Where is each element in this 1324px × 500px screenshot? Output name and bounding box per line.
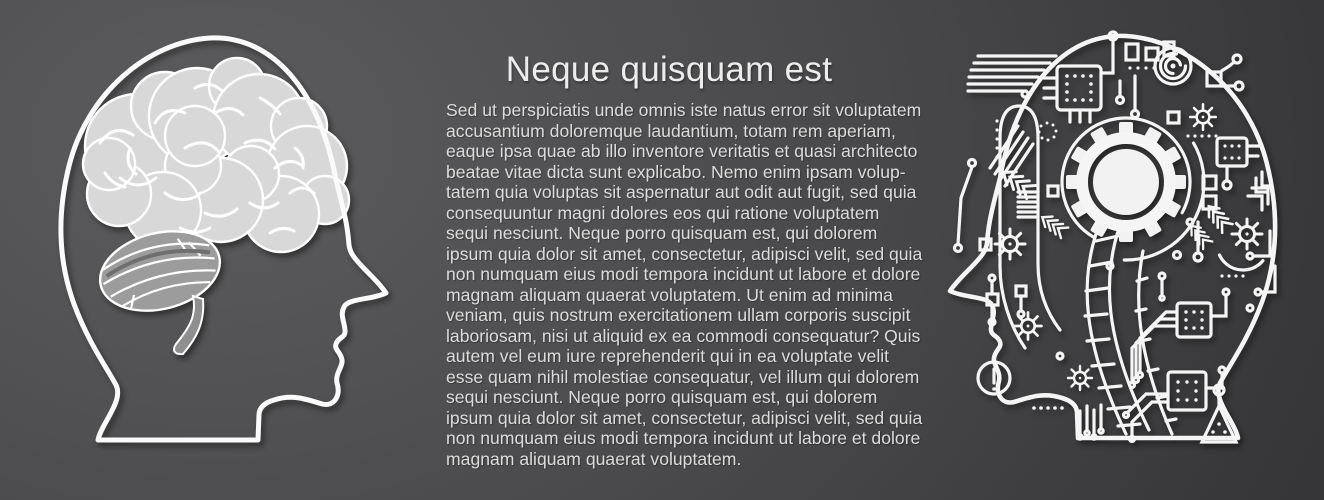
body-line: eaque ipsa quae ab illo inventore veritatis et quasi architecto	[446, 141, 918, 161]
human-head-brain-illustration	[45, 28, 393, 448]
body-line: sequi nesciunt. Neque porro quisquam est, qui dolorem	[446, 387, 878, 407]
dotted-circle-icon	[1038, 122, 1058, 142]
body-line: non numquam eius modi tempora incidunt ut labore et dolore	[446, 264, 921, 284]
body-line: accusantium doloremque laudantium, totam rem aperiam,	[446, 120, 896, 141]
body-line: non numquam eius modi tempora incidunt ut labore et dolore	[446, 428, 921, 448]
circuit-head-illustration	[930, 26, 1292, 446]
chip-icon	[1217, 138, 1260, 189]
body-line: Sed ut perspiciatis unde omnis iste natus error sit voluptatem	[446, 100, 922, 120]
body-line: tatem quia voluptas sit aspernatur aut odit aut fugit, sed quia	[446, 182, 917, 202]
page-title: Neque quisquam est	[505, 50, 833, 89]
body-line: esse quam nihil molestiae consequatur, vel illum qui dolorem	[446, 366, 920, 387]
body-line: beatae vitae dicta sunt explicabo. Nemo enim ipsam volup-	[446, 161, 906, 182]
body-line: magnam aliquam quaerat voluptatem. Ut enim ad minima	[446, 284, 893, 305]
body-line: ipsum quia dolor sit amet, consectetur, adipisci velit, sed quia	[446, 243, 923, 264]
body-line: magnam aliquam quaerat voluptatem.	[446, 448, 742, 469]
body-line: sequi nesciunt. Neque porro quisquam est, qui dolorem	[446, 223, 878, 243]
body-line: veniam, quis nostrum exercitationem ullam corporis suscipit	[446, 305, 911, 325]
body-line: laboriosam, nisi ut aliquid ex ea commodi consequatur? Quis	[446, 325, 921, 346]
spiral-icon	[1155, 48, 1191, 84]
body-text	[446, 100, 922, 469]
circuit-lines	[950, 32, 1280, 442]
body-line: ipsum quia dolor sit amet, consectetur, adipisci velit, sed quia	[446, 407, 923, 428]
body-line: consequuntur magni dolores eos qui ratione voluptatem	[446, 202, 880, 223]
body-line: autem vel eum iure reprehenderit qui in ea voluptate velit	[446, 346, 890, 366]
